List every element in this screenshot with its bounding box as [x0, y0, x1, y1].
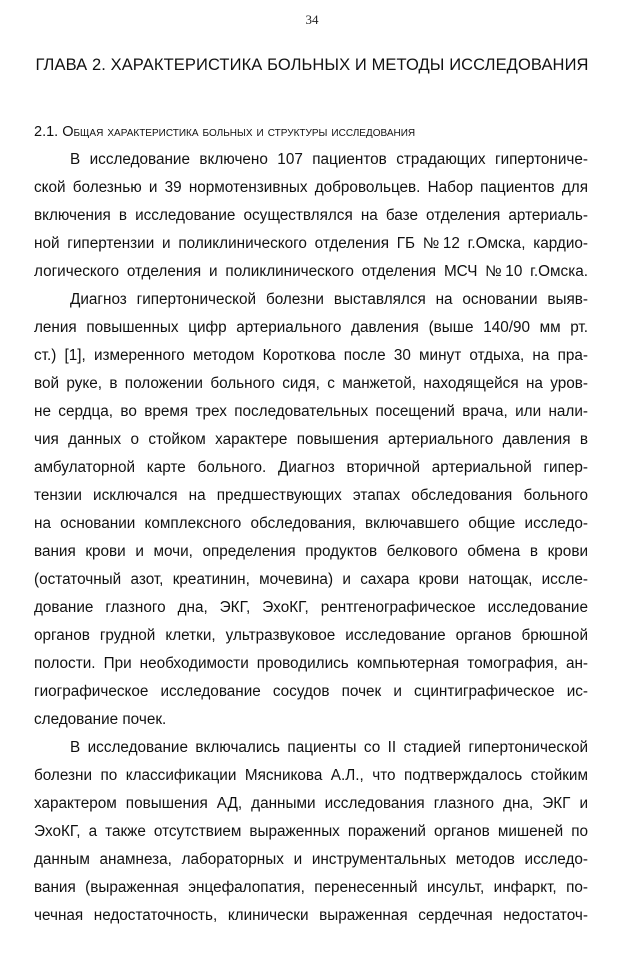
text-line: ной гипертензии и поликлинического отделения ГБ №12 г.Омска, кардио-	[34, 235, 588, 252]
section-title: Общая характеристика больных и структуры исследования	[62, 124, 416, 140]
text-line: амбулаторной карте больного. Диагноз вторичной артериальной гипер-	[34, 459, 588, 476]
text-line: вания (выраженная энцефалопатия, перенесенный инсульт, инфаркт, по-	[34, 879, 588, 896]
text-line: на основании комплексного обследования, включавшего общие исследо-	[34, 515, 588, 532]
text-line: гиографическое исследование сосудов почек и сцинтиграфическое ис-	[34, 683, 588, 700]
section-number: 2.1.	[34, 124, 59, 140]
text-line: (остаточный азот, креатинин, мочевина) и сахара крови натощак, иссле-	[34, 571, 588, 588]
text-line: органов грудной клетки, ультразвуковое исследование органов брюшной	[34, 627, 588, 644]
text-line: ления повышенных цифр артериального давления (выше 140/90 мм рт.	[34, 319, 588, 336]
text-line: дование глазного дна, ЭКГ, ЭхоКГ, рентгенографическое исследование	[34, 599, 588, 616]
text-line: Диагноз гипертонической болезни выставлялся на основании выяв-	[70, 291, 588, 308]
text-line: включения в исследование осуществлялся на базе отделения артериаль-	[34, 207, 588, 224]
text-line: болезни по классификации Мясникова А.Л., что подтверждалось стойким	[34, 767, 588, 784]
page-number: 34	[305, 12, 319, 27]
text-line: ЭхоКГ, а также отсутствием выраженных поражений органов мишеней по	[34, 823, 588, 840]
section-heading	[34, 124, 594, 140]
text-line: не сердца, во время трех последовательных посещений врача, или нали-	[34, 403, 588, 420]
text-line: данным анамнеза, лабораторных и инструментальных методов исследо-	[34, 851, 588, 868]
text-line: В исследование включались пациенты со II стадией гипертонической	[70, 739, 588, 756]
text-line: вания крови и мочи, определения продуктов белкового обмена в крови	[34, 543, 588, 560]
text-line: чечная недостаточность, клинически выраженная сердечная недостаточ-	[34, 907, 588, 924]
text-line: ст.) [1], измеренного методом Короткова после 30 минут отдыха, на пра-	[34, 347, 588, 364]
text-line: следование почек.	[34, 711, 167, 728]
chapter-title: ГЛАВА 2. ХАРАКТЕРИСТИКА БОЛЬНЫХ И МЕТОДЫ ИССЛЕДОВАНИЯ	[35, 56, 589, 74]
text-line: ской болезнью и 39 нормотензивных добровольцев. Набор пациентов для	[34, 179, 588, 196]
text-line: чия данных о стойком характере повышения артериального давления в	[34, 431, 588, 448]
text-line: вой руке, в положении больного сидя, с манжетой, находящейся на уров-	[34, 375, 588, 392]
text-line: характером повышения АД, данными исследования глазного дна, ЭКГ и	[34, 795, 588, 812]
text-line: логического отделения и поликлинического отделения МСЧ №10 г.Омска.	[34, 263, 588, 280]
text-line: полости. При необходимости проводились компьютерная томография, ан-	[34, 655, 588, 672]
text-line: тензии исключался на предшествующих этапах обследования больного	[34, 487, 588, 504]
text-line: В исследование включено 107 пациентов страдающих гипертониче-	[70, 151, 588, 168]
